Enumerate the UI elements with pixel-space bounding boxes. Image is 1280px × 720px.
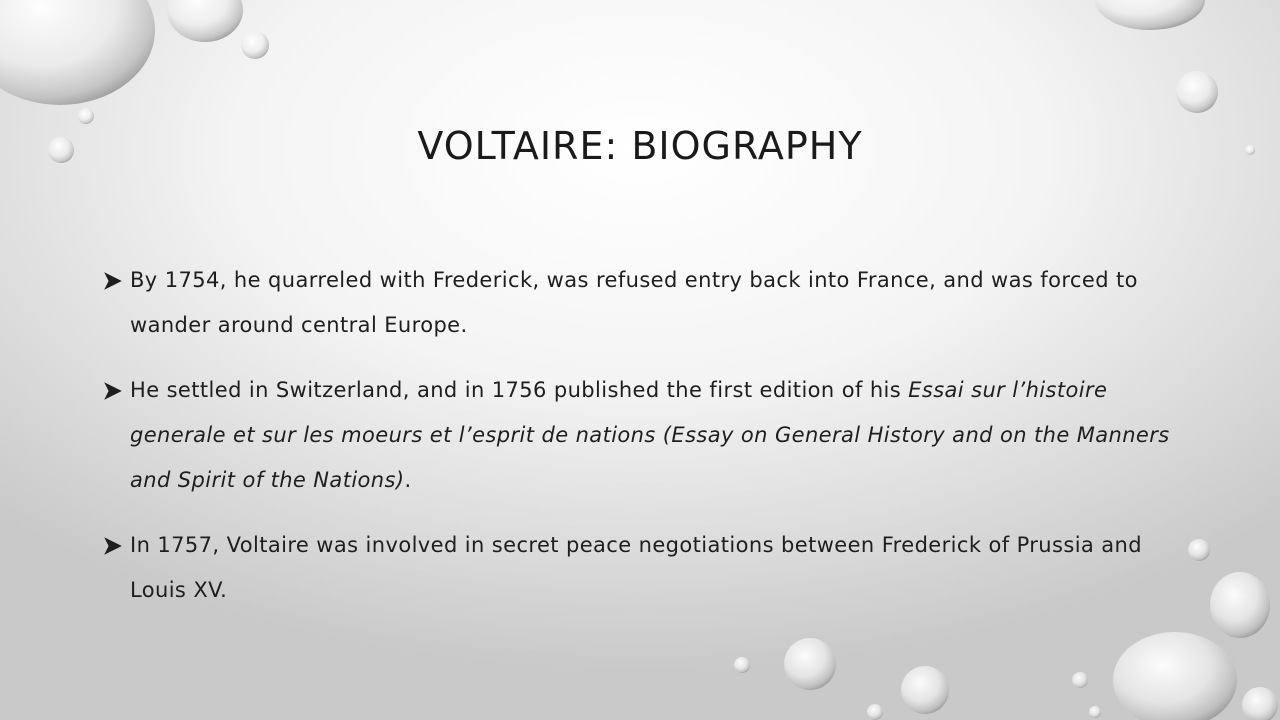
slide-title: VOLTAIRE: BIOGRAPHY (417, 124, 863, 168)
water-droplet (1176, 71, 1218, 113)
water-droplet (0, 0, 155, 105)
droplet-group-bottom-center (734, 638, 949, 720)
water-droplet (78, 108, 94, 124)
water-droplet (167, 0, 243, 42)
water-droplet (734, 657, 750, 673)
bullet-text: By 1754, he quarreled with Frederick, was refused entry back into France, and was forced to wander around central Europe. (130, 268, 1138, 337)
water-droplet (1089, 706, 1101, 718)
water-droplet (1188, 539, 1210, 561)
bullet-text: In 1757, Voltaire was involved in secret peace negotiations between Frederick of Prussia and Louis XV. (130, 533, 1142, 602)
bullet-text: He settled in Switzerland, and in 1756 published the first edition of his (130, 378, 909, 402)
bullet-item (102, 368, 1182, 503)
bullet-text: . (404, 468, 412, 492)
water-droplet (1242, 687, 1278, 720)
water-droplet (901, 666, 949, 714)
water-droplet (1072, 672, 1088, 688)
water-droplet (784, 638, 836, 690)
water-droplet (867, 704, 883, 720)
water-droplet (1210, 572, 1270, 638)
arrow-bullet-icon (102, 535, 124, 557)
bullet-list (102, 258, 1182, 633)
arrow-bullet-icon (102, 270, 124, 292)
arrow-bullet-icon (102, 380, 124, 402)
bullet-text-italic: Essai sur l’histoire generale et sur les moeurs et l’esprit de nations (Essay on General History and on the Manners and Spirit of the Nations) (130, 378, 1170, 492)
water-droplet (1095, 0, 1205, 30)
water-droplet (241, 31, 269, 59)
water-droplet (1113, 632, 1237, 720)
bullet-item (102, 523, 1182, 613)
bullet-item (102, 258, 1182, 348)
